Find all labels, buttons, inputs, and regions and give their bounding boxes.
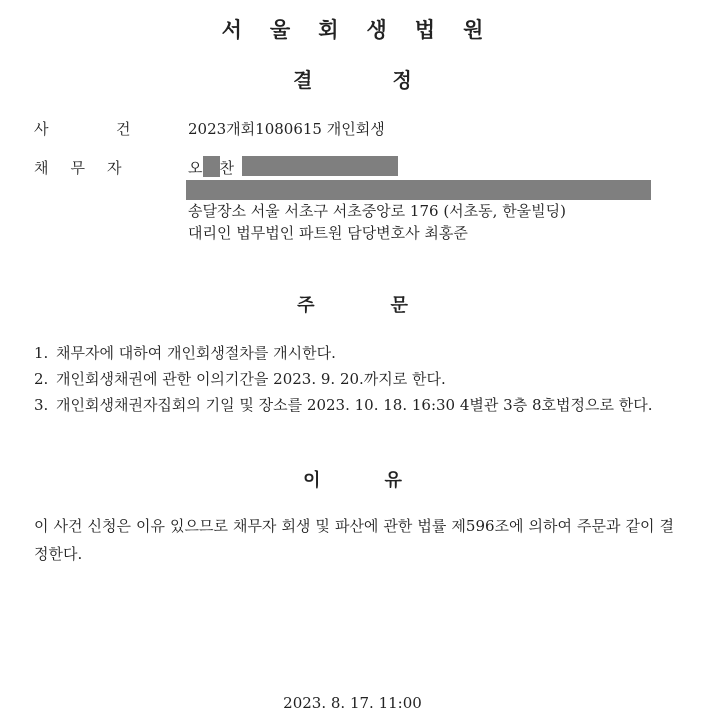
debtor-name-first: 오 [188, 159, 203, 177]
document-type-title: 결정 [293, 68, 492, 92]
order-item-text: 개인회생채권에 관한 이의기간을 2023. 9. 20.까지로 한다. [56, 370, 446, 388]
service-address: 송달장소 서울 서초구 서초중앙로 176 (서초동, 한울빌딩) [188, 202, 567, 220]
order-item [34, 392, 674, 418]
order-item [34, 340, 674, 366]
order-item-text: 개인회생채권자집회의 기일 및 장소를 2023. 10. 18. 16:30 4별관 3층 8호법정으로 한다. [56, 396, 653, 414]
reason-paragraph: 이 사건 신청은 이유 있으므로 채무자 회생 및 파산에 관한 법률 제596조에 의하여 주문과 같이 결정한다. [34, 517, 674, 563]
debtor-name-last: 찬 [219, 159, 234, 177]
redaction-debtor-address [186, 180, 651, 200]
reason-heading: 이유 [303, 470, 466, 491]
debtor-label: 채무자 [34, 159, 144, 177]
redaction-name-middle [203, 156, 220, 177]
case-label-char-1: 사 [34, 120, 49, 138]
case-number: 2023개회1080615 개인회생 [188, 120, 385, 138]
order-heading: 주문 [297, 295, 484, 316]
order-item-number: 2. [34, 370, 49, 388]
case-label-char-2: 건 [116, 120, 131, 138]
redaction-debtor-id [242, 156, 398, 176]
order-item-number: 3. [34, 396, 49, 414]
legal-agent: 대리인 법무법인 파트원 담당변호사 최홍준 [188, 224, 468, 242]
order-item [34, 366, 674, 392]
order-item-text: 채무자에 대하여 개인회생절차를 개시한다. [56, 344, 336, 362]
order-list [34, 340, 674, 418]
decision-date: 2023. 8. 17. 11:00 [283, 694, 422, 712]
order-item-number: 1. [34, 344, 49, 362]
court-name: 서울회생법원 [221, 18, 512, 42]
